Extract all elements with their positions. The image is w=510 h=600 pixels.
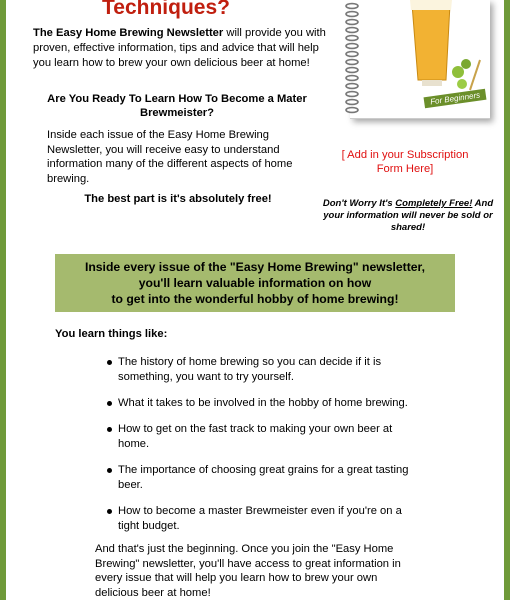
list-item [118,504,414,534]
newsletter-name: The Easy Home Brewing Newsletter [33,27,224,39]
banner-line-2: you'll learn valuable information on how [138,276,372,290]
ebook-tag: For Beginners [423,89,486,109]
page-frame-right [504,0,510,600]
banner-text [85,259,425,307]
privacy-note [320,198,496,234]
page-title: Techniques? [102,0,230,19]
bullet-icon [107,468,112,473]
newsletter-page [6,0,504,600]
closing-paragraph: And that's just the beginning. Once you join the "Easy Home Brewing" newsletter, you'll have access to great information in every issue that will help you learn how to brew your own delicious beer at home! [95,543,401,599]
intro-paragraph [33,26,333,71]
banner-line-1: Inside every issue of the "Easy Home Brewing" newsletter, [84,260,426,274]
issue-paragraph: Inside each issue of the Easy Home Brewing Newsletter, you will receive easy to understand information many of the different aspects of home brewing. [47,129,293,185]
spiral-binding-icon [344,0,360,118]
bullet-icon [107,427,112,432]
list-item-text: How to become a master Brewmeister even if you're on a tight budget. [118,505,402,532]
privacy-prefix: Don't Worry It's [322,198,396,209]
bullet-icon [107,360,112,365]
ebook-cover-image [350,0,490,119]
subscription-form-placeholder[interactable]: [ Add in your Subscription Form Here] [341,149,469,175]
learn-heading: You learn things like: [55,328,168,340]
list-item [118,463,414,493]
banner-line-3: to get into the wonderful hobby of home brewing! [111,292,399,306]
list-item-text: How to get on the fast track to making your own beer at home. [118,423,393,450]
bullet-icon [107,509,112,514]
privacy-suffix: And your information will never be sold or shared! [323,198,494,233]
list-item-text: What it takes to be involved in the hobby of home brewing. [118,397,408,409]
ready-heading: Are You Ready To Learn How To Become a Mater Brewmeister? [47,93,307,119]
intro-text: will provide you with proven, effective information, tips and advice that will help you learn how to brew your own delicious beer at home! [33,27,326,69]
list-item [118,422,414,452]
privacy-emphasis: Completely Free! [395,198,473,209]
list-item-text: The history of home brewing so you can decide if it is something, you want to try yourself. [118,356,382,383]
list-item [118,396,414,411]
learn-list [118,355,414,545]
free-statement: The best part is it's absolutely free! [84,193,272,205]
list-item-text: The importance of choosing great grains for a great tasting beer. [118,464,409,491]
bullet-icon [107,401,112,406]
info-banner [55,254,455,312]
list-item [118,355,414,385]
